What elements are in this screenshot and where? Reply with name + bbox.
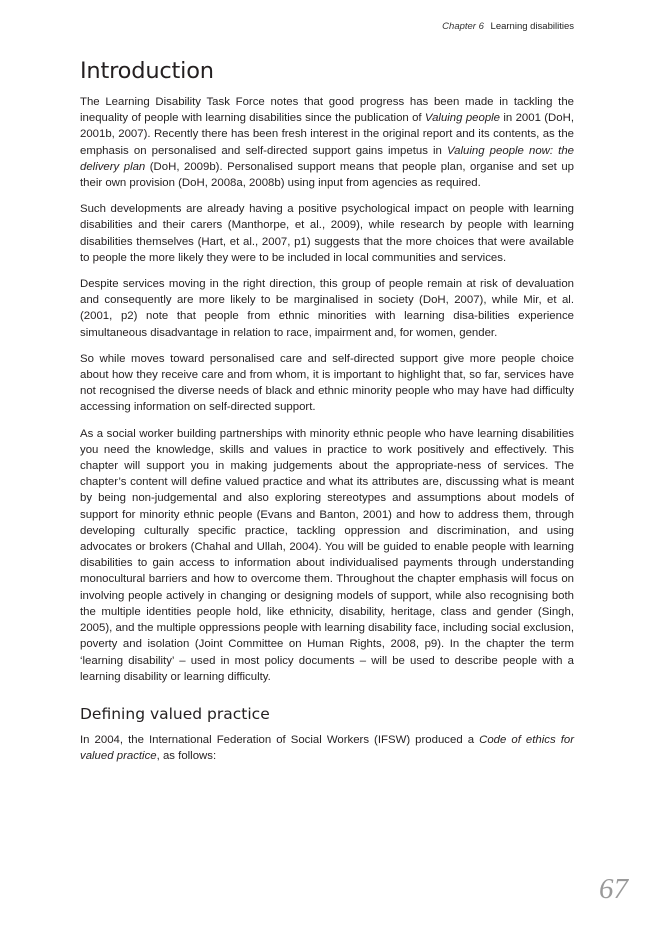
intro-paragraph-5: As a social worker building partnerships with minority ethnic people who have learning disabilities you need the knowledge, skills and values in practice to work positively and effectively. This chapter will support you in making judgements about the appropriate-ness of services. The chapter’s content will define valued practice and what its attributes are, discussing what is meant by being non-judgemental and also exploring stereotypes and assumptions about models of support for minority ethnic people (Evans and Banton, 2001) and how to address them, through developing culturally specific practice, tackling oppression and discrimination, and using advocates or brokers (Chahal and Ullah, 2004). You will be guided to enable people with learning disabilities to gain access to information about individualised payments through understanding monocultural barriers and how to overcome them. Throughout the chapter emphasis will focus on involving people actively in changing or designing models of support, while also recognising both the multiple identities people hold, like ethnicity, disability, heritage, class and gender (Singh, 2005), and the multiple oppressions people with learning disability face, including social exclusion, poverty and isolation (Joint Committee on Human Rights, 2008, p9). In the chapter the term ‘learning disability’ – used in most policy documents – will be used to describe people with a learning disability or learning difficulty.: [80, 427, 574, 683]
intro-paragraph-2: Such developments are already having a positive psychological impact on people with learning disabilities and their carers (Manthorpe, et al., 2009), while research by people with learning disabilities themselves (Hart, et al., 2007, p1) suggests that the more choices that were available to people the more likely they were to be included in local communities and services.: [80, 203, 574, 264]
defining-p1-text-a: In 2004, the International Federation of Social Workers (IFSW) produced a: [80, 733, 480, 746]
section-heading-introduction: Introduction: [80, 58, 214, 84]
intro-paragraph-4: So while moves toward personalised care and self-directed support give more people choice about how they receive care and from whom, it is important to highlight that, so far, services have not recognised the diverse needs of black and ethnic minority people who may have had difficulty accessing information on self-directed support.: [80, 352, 574, 414]
intro-p1-title-valuing-people: Valuing people: [424, 112, 501, 125]
defining-p1-text-b: , as follows:: [156, 750, 217, 763]
intro-p1-text-b: in 2001 (DoH, 2001b, 2007). Recently there has been fresh interest in the original report and its contents, as the emphasis on personalised and self-directed support gains impetus in: [80, 112, 574, 157]
page-number: 67: [599, 873, 628, 905]
running-head: [442, 21, 574, 32]
page-body: [80, 58, 574, 774]
intro-p1-text-a: The Learning Disability Task Force notes that good progress has been made in tackling the inequality of people with learning disabilities since the publication of: [80, 96, 574, 125]
running-head-topic: Learning disabilities: [490, 21, 574, 32]
defining-p1-title-code-of-ethics: Code of ethics for valued practice: [80, 733, 575, 763]
intro-p1-text-c: (DoH, 2009b). Personalised support means that people plan, organise and set up their own provision (DoH, 2008a, 2008b) using input from agencies as required.: [80, 160, 575, 190]
section-heading-defining-valued-practice: Defining valued practice: [80, 704, 270, 723]
defining-paragraph-1: [80, 732, 574, 764]
running-head-chapter: Chapter 6: [442, 21, 484, 32]
intro-paragraph-3: Despite services moving in the right direction, this group of people remain at risk of devaluation and consequently are more likely to be marginalised in society (DoH, 2007), while Mir, et al. (2001, p2) note that people from ethnic minorities with learning disa-bilities experience simultaneous disadvantage in relation to race, impairment and, for women, gender.: [80, 278, 574, 339]
intro-paragraph-1: [80, 94, 574, 191]
intro-p1-title-delivery-plan: Valuing people now: the delivery plan: [80, 144, 574, 173]
